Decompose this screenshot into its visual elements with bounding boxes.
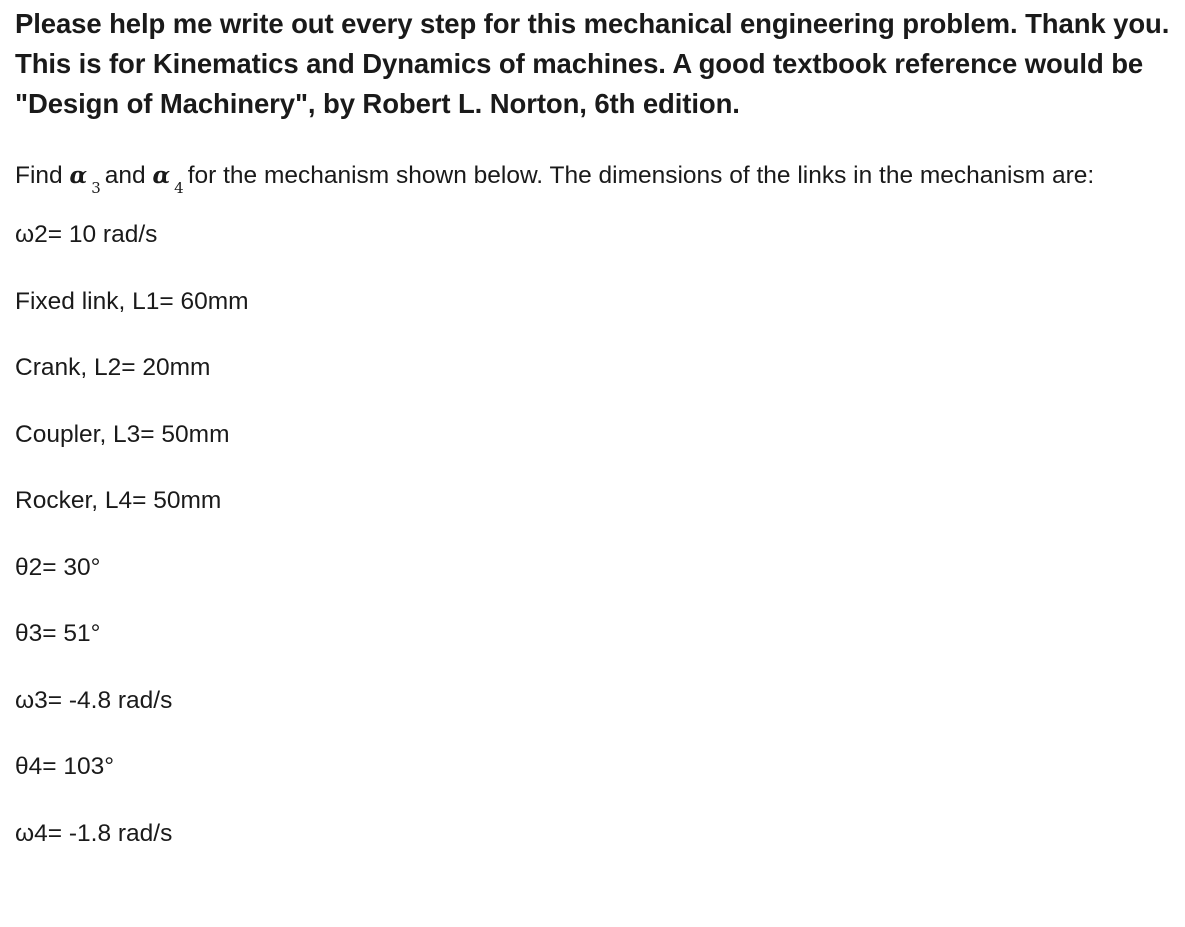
param-l2-crank: Crank, L2= 20mm (15, 354, 211, 381)
parameter-list (15, 220, 1175, 885)
param-omega2: ω2= 10 rad/s (15, 221, 158, 248)
subscript-4: 4 (174, 179, 184, 197)
param-theta4: θ4= 103° (15, 753, 115, 780)
find-word: Find (15, 162, 63, 189)
param-omega4: ω4= -1.8 rad/s (15, 819, 173, 847)
and-word: and (104, 162, 146, 189)
problem-statement (15, 152, 1175, 202)
statement-rest: for the mechanism shown below. The dimensions of the links in the mechanism are: (187, 162, 1095, 189)
alpha-symbol-3: α (69, 162, 88, 189)
param-l3-coupler: Coupler, L3= 50mm (15, 420, 230, 448)
alpha-symbol-4: α (152, 162, 171, 189)
param-theta3: θ3= 51° (15, 620, 101, 647)
param-l4-rocker: Rocker, L4= 50mm (15, 487, 222, 514)
subscript-3: 3 (91, 179, 101, 197)
param-l1-fixed-link: Fixed link, L1= 60mm (15, 287, 249, 315)
param-theta2: θ2= 30° (15, 553, 101, 581)
question-title: Please help me write out every step for this mechanical engineering problem. Thank you. This is for Kinematics and Dynamics of machines. A good textbook reference would be "Design of Machinery", by Robert L. Norton, 6th edition. (15, 8, 1170, 119)
param-omega3: ω3= -4.8 rad/s (15, 686, 173, 714)
question-content (15, 0, 1175, 885)
